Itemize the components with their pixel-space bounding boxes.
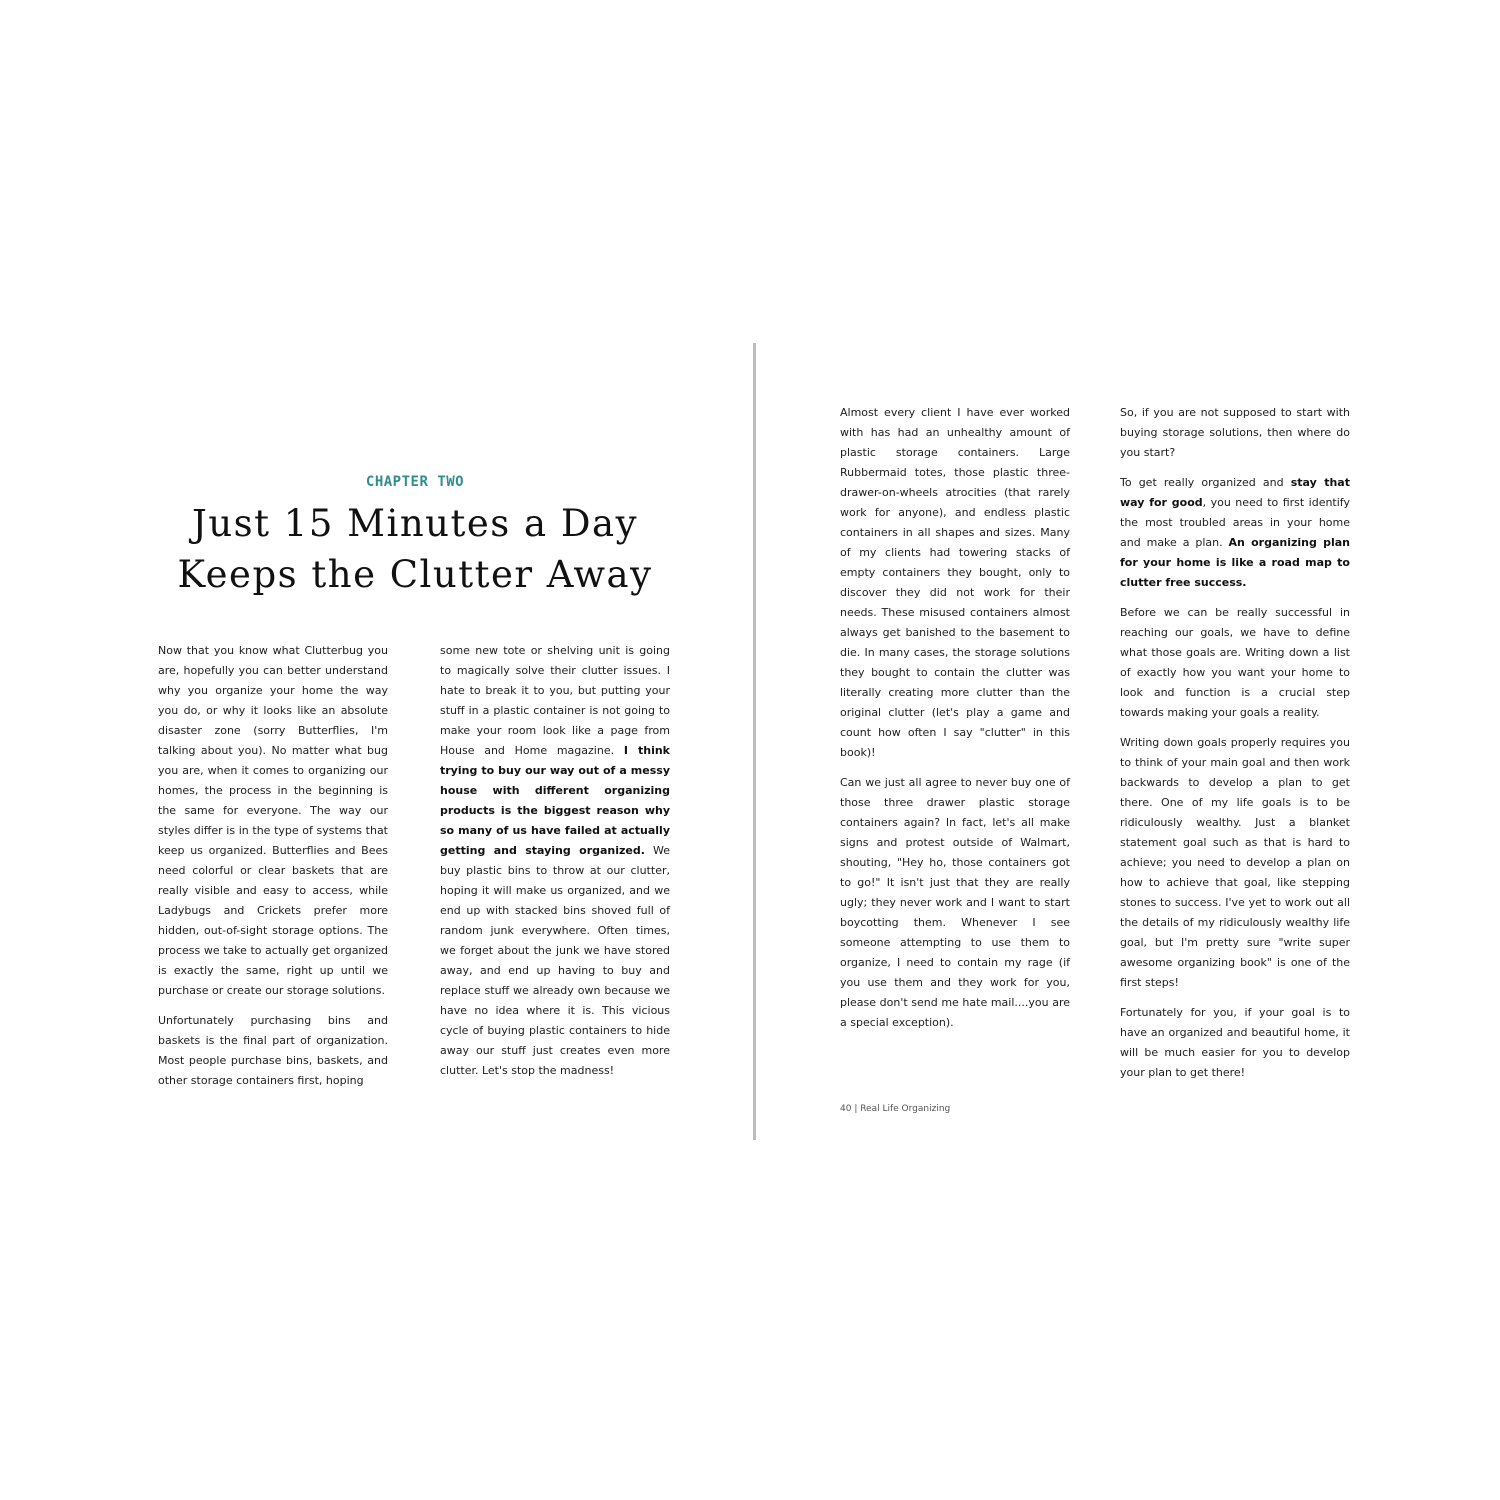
right-column-1 — [840, 403, 1070, 1043]
paragraph: Fortunately for you, if your goal is to have an organized and beautiful home, it will be much easier for you to develop your plan to get there! — [1120, 1006, 1350, 1079]
left-column-1 — [158, 641, 388, 1101]
paragraph — [440, 641, 670, 1081]
paragraph: So, if you are not supposed to start with buying storage solutions, then where do you start? — [1120, 406, 1350, 459]
paragraph: Writing down goals properly requires you to think of your main goal and then work backwards to develop a plan to get there. One of my life goals is to be ridiculously wealthy. Just a blanket statement goal such as that is hard to achieve; you need to develop a plan on how to achieve that goal, like stepping stones to success. I've yet to work out all the details of my ridiculously wealthy life goal, but I'm pretty sure "write super awesome organizing book" is one of the first steps! — [1120, 736, 1350, 989]
bold-text-run: stay that way for good — [1120, 476, 1350, 509]
page-gutter-divider — [753, 343, 756, 1140]
right-column-2 — [1120, 403, 1350, 1093]
chapter-label: CHAPTER TWO — [365, 474, 465, 490]
bold-text-run: An organizing plan for your home is like a road map to clutter free success. — [1120, 536, 1350, 589]
paragraph — [1120, 473, 1350, 593]
bold-text-run: I think trying to buy our way out of a messy house with different organizing products is the biggest reason why so many of us have failed at actually getting and staying organized. — [440, 744, 670, 857]
paragraph: Almost every client I have ever worked with has had an unhealthy amount of plastic storage containers. Large Rubbermaid totes, those plastic three-drawer-on-wheels atrocities (that rarely work for anyone), and endless plastic containers in all shapes and sizes. Many of my clients had towering stacks of empty containers they bought, only to discover they did not work for their needs. These misused containers almost always get banished to the basement to die. In many cases, the storage solutions they bought to contain the clutter was literally creating more clutter than the original clutter (let's play a game and count how often I say "clutter" in this book)! — [840, 406, 1070, 759]
text-run: To get really organized and — [1120, 476, 1291, 489]
text-run: We buy plastic bins to throw at our clutter, hoping it will make us organized, and we end up with stacked bins shoved full of random junk everywhere. Often times, we forget about the junk we have stored away, and end up having to buy and replace stuff we already own because we have no idea where it is. This vicious cycle of buying plastic containers to hide away our stuff just creates even more clutter. Let's stop the madness! — [440, 844, 671, 1077]
page-folio: 40 | Real Life Organizing — [840, 1104, 951, 1114]
left-column-2 — [440, 641, 670, 1091]
chapter-title-line2: Keeps the Clutter Away — [177, 553, 653, 596]
chapter-title — [150, 498, 680, 600]
right-page — [830, 340, 1360, 1140]
chapter-title-line1: Just 15 Minutes a Day — [192, 502, 638, 545]
text-run: some new tote or shelving unit is going to magically solve their clutter issues. I hate to break it to you, but putting your stuff in a plastic container is not going to make your room look like a page from House and Home magazine. — [440, 644, 670, 757]
left-page — [150, 340, 690, 1140]
paragraph: Before we can be really successful in reaching our goals, we have to define what those goals are. Writing down a list of exactly how you want your home to look and function is a crucial step towards making your goals a reality. — [1120, 606, 1350, 719]
text-run: , you need to first identify the most troubled areas in your home and make a plan. — [1120, 496, 1350, 549]
paragraph: Now that you know what Clutterbug you are, hopefully you can better understand why you organize your home the way you do, or why it looks like an absolute disaster zone (sorry Butterflies, I'm talking about you). No matter what bug you are, when it comes to organizing our homes, the process in the beginning is the same for everyone. The way our styles differ is in the type of systems that keep us organized. Butterflies and Bees need colorful or clear baskets that are really visible and easy to access, while Ladybugs and Crickets prefer more hidden, out-of-sight storage options. The process we take to actually get organized is exactly the same, right up until we purchase or create our storage solutions. — [158, 644, 388, 997]
paragraph: Can we just all agree to never buy one of those three drawer plastic storage containers again? In fact, let's all make signs and protest outside of Walmart, shouting, "Hey ho, those containers got to go!" It isn't just that they are really ugly; they never work and I want to start boycotting them. Whenever I see someone attempting to use them to organize, I need to contain my rage (if you use them and they work for you, please don't send me hate mail....you are a special exception). — [840, 776, 1070, 1029]
paragraph: Unfortunately purchasing bins and baskets is the final part of organization. Most people purchase bins, baskets, and other storage containers first, hoping — [158, 1014, 388, 1087]
